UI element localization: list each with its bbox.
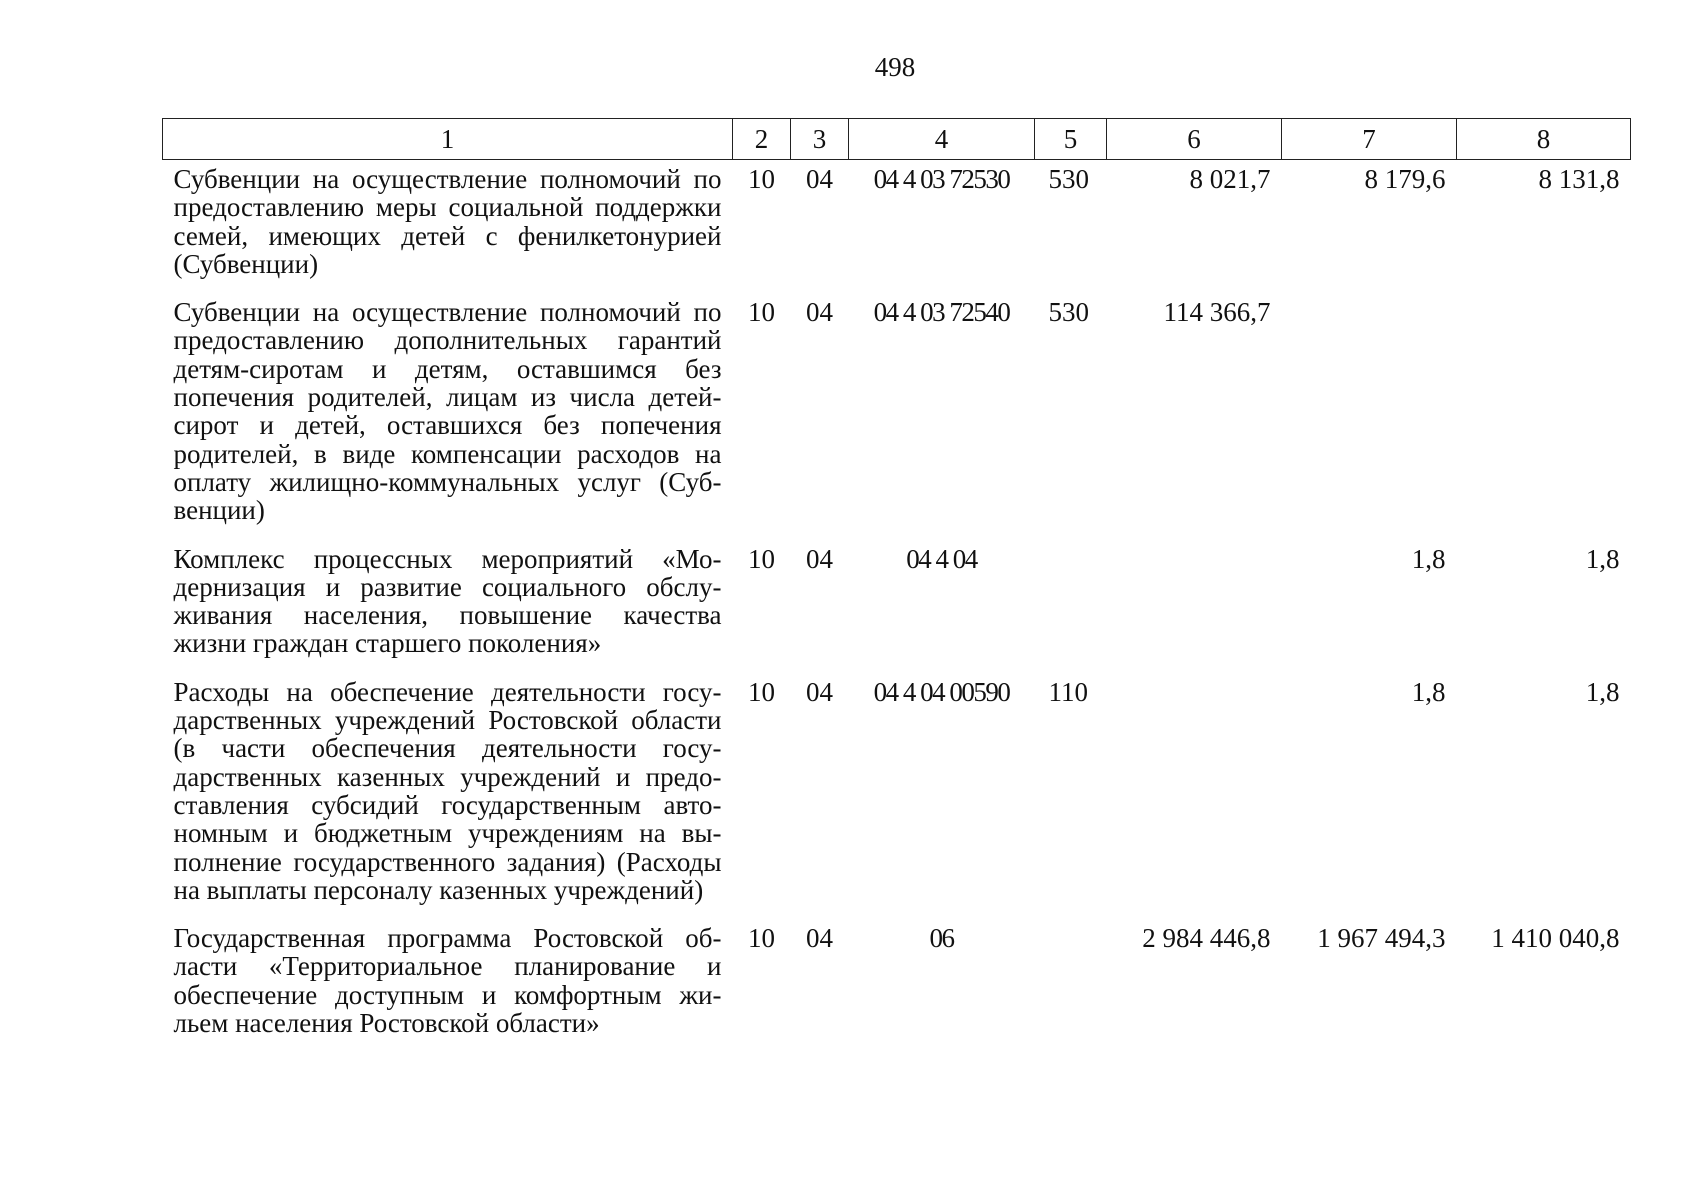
row-amount-3: [1457, 297, 1631, 543]
row-amount-2: [1282, 297, 1457, 543]
column-header-3: 3: [791, 119, 849, 160]
row-subsection: 04: [806, 543, 833, 574]
row-subsection: 04: [806, 297, 833, 328]
table-row: [163, 297, 1631, 543]
row-section: 10: [748, 164, 775, 194]
row-expense-type: [1035, 544, 1107, 677]
row-amount-1: [1107, 677, 1282, 923]
row-amount-2: 8 179,6: [1364, 164, 1446, 194]
column-header-2: 2: [733, 119, 791, 160]
page-number: 498: [874, 52, 916, 82]
row-target-code: 04 4 04: [906, 543, 977, 574]
row-amount-1: [1107, 544, 1282, 677]
row-amount-3: 1,8: [1585, 543, 1620, 574]
row-target-code: 04 4 03 72540: [873, 297, 1010, 328]
row-section: 10: [748, 923, 775, 954]
column-header-7: 7: [1282, 119, 1457, 160]
row-description: Комплекс процессных мероприятий «Модернизация и развитие социального обслуживания населения, повышение качества жизни граждан старшего поколения»: [173, 543, 722, 659]
table-row: [163, 544, 1631, 677]
column-header-5: 5: [1035, 119, 1107, 160]
row-description: Субвенции на осуществление полномочий по предоставлению дополнительных гарантий детям-сиротам и детям, оставшимся без попечения родителей, лицам из числа детей-сирот и детей, оставшихся без попечения родителей, в виде компенсации расходов на оплату жилищно-коммунальных услуг (Субвенции): [173, 297, 722, 526]
row-section: 10: [748, 676, 775, 707]
column-number-header: [163, 119, 1631, 160]
row-target-code: 06: [929, 923, 954, 954]
column-header-8: 8: [1457, 119, 1631, 160]
column-header-1: 1: [163, 119, 733, 160]
row-amount-3: 8 131,8: [1538, 164, 1620, 194]
row-subsection: 04: [806, 164, 833, 194]
row-expense-type: 530: [1048, 297, 1089, 328]
row-expense-type: 530: [1048, 164, 1089, 194]
row-amount-3: 1 410 040,8: [1491, 923, 1620, 954]
column-header-6: 6: [1107, 119, 1282, 160]
row-expense-type: [1035, 923, 1107, 1056]
budget-table: [162, 118, 1631, 1056]
row-section: 10: [748, 297, 775, 328]
row-amount-1: 8 021,7: [1189, 164, 1271, 194]
row-amount-2: 1 967 494,3: [1317, 923, 1446, 954]
table-row: [163, 160, 1631, 298]
table-row: [163, 677, 1631, 923]
row-section: 10: [748, 543, 775, 574]
row-subsection: 04: [806, 923, 833, 954]
row-amount-2: 1,8: [1411, 543, 1446, 574]
row-target-code: 04 4 04 00590: [873, 676, 1010, 707]
row-description: Субвенции на осуществление полномочий по предоставлению меры социальной поддержки семей, имеющих детей с фенилкетонурией (Субвенции): [173, 164, 722, 279]
row-amount-2: 1,8: [1411, 676, 1446, 707]
row-amount-1: 2 984 446,8: [1142, 923, 1271, 954]
row-description: Расходы на обеспечение деятельности государственных учреждений Ростовской области (в части обеспечения деятельности государственных казенных учреждений и предоставления субсидий государственным автономным и бюджетным учреждениям на выполнение государственного задания) (Расходы на выплаты персоналу казенных учреждений): [173, 676, 722, 905]
table-row: [163, 923, 1631, 1056]
row-subsection: 04: [806, 676, 833, 707]
row-expense-type: 110: [1048, 676, 1088, 707]
row-target-code: 04 4 03 72530: [873, 164, 1010, 194]
row-description: Государственная программа Ростовской области «Территориальное планирование и обеспечение доступным и комфортным жильем населения Ростовской области»: [173, 923, 722, 1039]
column-header-4: 4: [849, 119, 1035, 160]
row-amount-3: 1,8: [1585, 676, 1620, 707]
row-amount-1: 114 366,7: [1163, 297, 1271, 328]
